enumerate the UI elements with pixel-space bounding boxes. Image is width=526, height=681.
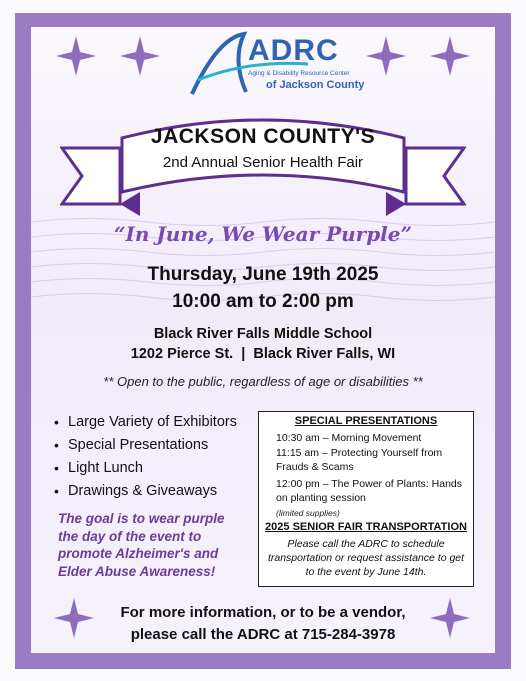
limited-supplies-note: (limited supplies) — [276, 508, 340, 518]
list-item: • Drawings & Giveaways — [68, 480, 237, 503]
presentation-item: 11:15 am – Protecting Yourself from Frauds & Scams — [276, 447, 443, 473]
tagline: “In June, We Wear Purple” — [113, 222, 413, 246]
logo-subtitle: Aging & Disability Resource Center — [248, 70, 350, 77]
presentation-time: 10:30 am — [276, 432, 320, 444]
event-address: 1202 Pierce St. | Black River Falls, WI — [130, 346, 396, 362]
star-icon — [56, 36, 96, 76]
footer-line-1: For more information, or to be a vendor, — [120, 604, 406, 621]
presentation-item: 12:00 pm – The Power of Plants: Hands on planting session — [276, 478, 462, 504]
list-item: • Special Presentations — [68, 434, 237, 457]
special-presentations-heading: SPECIAL PRESENTATIONS — [294, 415, 438, 427]
logo-brand: ADRC — [248, 34, 339, 67]
presentation-title: Morning Movement — [331, 432, 422, 444]
list-item: • Large Variety of Exhibitors — [68, 411, 237, 434]
event-time: 10:00 am to 2:00 pm — [172, 291, 354, 312]
presentation-time: 11:15 am — [276, 447, 319, 459]
star-icon — [120, 36, 160, 76]
star-icon — [366, 36, 406, 76]
features-list — [52, 411, 237, 503]
goal-statement: The goal is to wear purple the day of the event to promote Alzheimer's and Elder Abuse Awareness! — [58, 511, 225, 579]
presentation-title: The Power of Plants: Hands on planting session — [276, 478, 462, 504]
list-item: • Light Lunch — [68, 457, 237, 480]
star-icon — [430, 36, 470, 76]
adrc-logo — [188, 30, 365, 96]
transportation-heading: 2025 SENIOR FAIR TRANSPORTATION — [265, 521, 467, 533]
presentation-title: Protecting Yourself from Frauds & Scams — [276, 447, 443, 473]
presentation-item: 10:30 am – Morning Movement — [276, 432, 422, 444]
event-date: Thursday, June 19th 2025 — [147, 264, 379, 285]
special-presentations-box — [258, 411, 474, 587]
banner-subtitle: 2nd Annual Senior Health Fair — [162, 154, 364, 171]
footer-line-2: please call the ADRC at 715-284-3978 — [130, 626, 396, 643]
transportation-text: Please call the ADRC to schedule transportation or request assistance to get to the event by June 14th. — [267, 538, 465, 578]
presentation-time: 12:00 pm — [276, 478, 320, 490]
event-venue: Black River Falls Middle School — [153, 326, 373, 342]
logo-county: of Jackson County — [266, 79, 365, 91]
banner-title: JACKSON COUNTY'S — [150, 125, 376, 148]
open-to-public-note: ** Open to the public, regardless of age or disabilities ** — [103, 374, 423, 389]
